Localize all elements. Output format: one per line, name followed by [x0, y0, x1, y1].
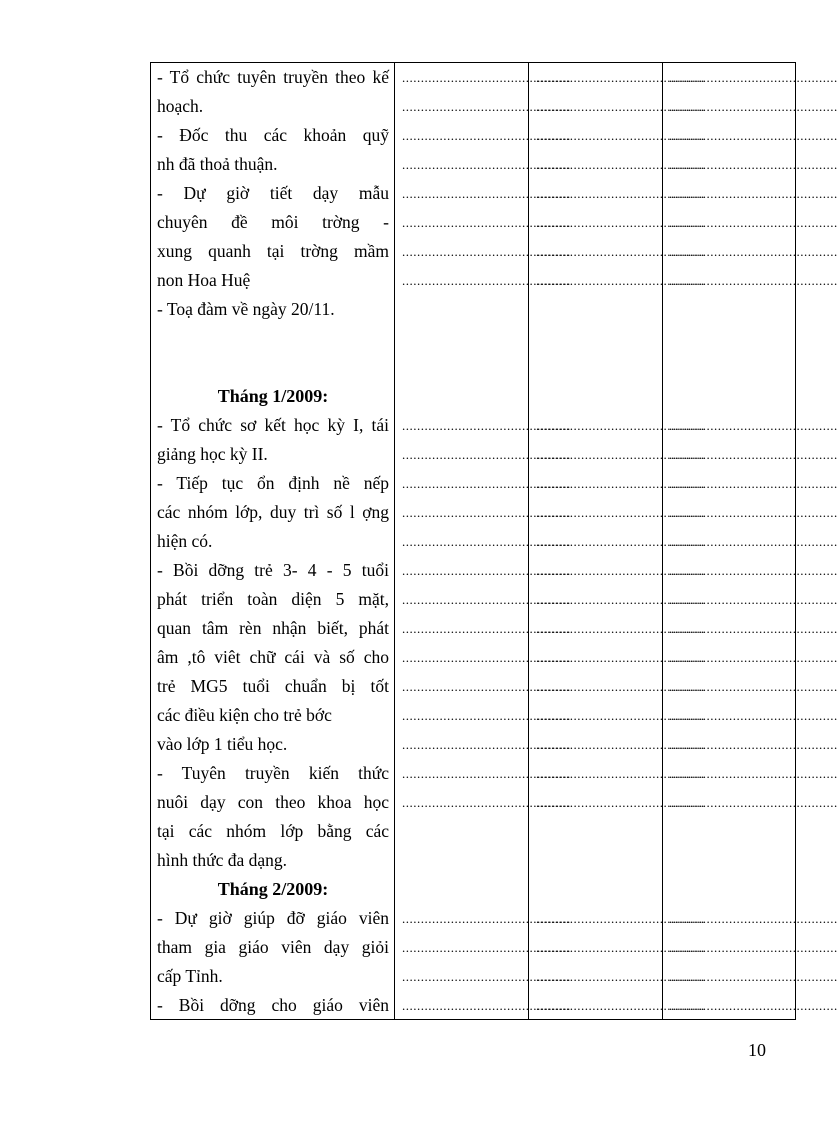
dot-leader-c2: ............................................. — [402, 969, 571, 984]
dot-leader-c2: ............................................. — [402, 998, 571, 1013]
dot-leader-c4: ............................................. — [669, 215, 838, 230]
dot-leader-c3: ............................................. — [536, 128, 705, 143]
dot-leader-c3: ............................................. — [536, 969, 705, 984]
dot-leader-c3: ............................................. — [536, 186, 705, 201]
activity-line: - Đốc thu các khoản quỹ — [157, 125, 389, 145]
dot-leader-c3: ............................................. — [536, 418, 705, 433]
activity-line: - Toạ đàm về ngày 20/11. — [157, 299, 335, 319]
dot-leader-c4: ............................................. — [669, 998, 838, 1013]
dot-leader-c4: ............................................. — [669, 737, 838, 752]
activity-line: quan tâm rèn nhận biết, phát — [157, 618, 389, 638]
activity-line: tham gia giáo viên dạy giỏi — [157, 937, 389, 957]
dot-leader-c2: ............................................. — [402, 476, 571, 491]
dot-leader-c2: ............................................. — [402, 708, 571, 723]
dot-leader-c2: ............................................. — [402, 766, 571, 781]
dot-leader-c4: ............................................. — [669, 128, 838, 143]
dot-leader-c4: ............................................. — [669, 563, 838, 578]
activity-line — [157, 353, 389, 382]
dot-leader-c3: ............................................. — [536, 157, 705, 172]
dot-leader-c3: ............................................. — [536, 476, 705, 491]
dot-leader-c3: ............................................. — [536, 998, 705, 1013]
dot-leader-c2: ............................................. — [402, 505, 571, 520]
activity-line: các điều kiện cho trẻ bớc — [157, 705, 332, 725]
activity-line — [157, 324, 389, 353]
activity-line: nuôi dạy con theo khoa học — [157, 792, 389, 812]
dot-leader-c2: ............................................. — [402, 244, 571, 259]
activity-line: - Tổ chức sơ kết học kỳ I, tái — [157, 415, 389, 435]
dot-leader-c3: ............................................. — [536, 534, 705, 549]
dot-leader-c2: ............................................. — [402, 621, 571, 636]
dot-leader-c2: ............................................. — [402, 128, 571, 143]
dot-leader-c2: ............................................. — [402, 157, 571, 172]
dot-leader-c3: ............................................. — [536, 737, 705, 752]
activity-line: các nhóm lớp, duy trì số l ợng — [157, 502, 389, 522]
dot-leader-c2: ............................................. — [402, 737, 571, 752]
dot-leader-c4: ............................................. — [669, 273, 838, 288]
dot-leader-c3: ............................................. — [536, 708, 705, 723]
activity-line: - Tuyên truyền kiến thức — [157, 763, 389, 783]
dot-leader-c2: ............................................. — [402, 99, 571, 114]
dot-leader-c4: ............................................. — [669, 505, 838, 520]
dot-leader-c3: ............................................. — [536, 70, 705, 85]
dot-leader-c2: ............................................. — [402, 679, 571, 694]
dot-leader-c3: ............................................. — [536, 650, 705, 665]
activity-line: cấp Tỉnh. — [157, 966, 223, 986]
activity-line: - Dự giờ tiết dạy mẫu — [157, 183, 389, 203]
dot-leader-c4: ............................................. — [669, 795, 838, 810]
dot-leader-c4: ............................................. — [669, 940, 838, 955]
dot-leader-c3: ............................................. — [536, 911, 705, 926]
dot-leader-c2: ............................................. — [402, 447, 571, 462]
dot-leader-c3: ............................................. — [536, 447, 705, 462]
activity-line: trẻ MG5 tuổi chuẩn bị tốt — [157, 676, 389, 696]
dot-leader-c3: ............................................. — [536, 940, 705, 955]
dot-leader-c4: ............................................. — [669, 99, 838, 114]
dot-leader-c3: ............................................. — [536, 99, 705, 114]
dot-leader-c2: ............................................. — [402, 215, 571, 230]
dot-leader-c2: ............................................. — [402, 592, 571, 607]
column-divider — [394, 63, 395, 1019]
dot-leader-c4: ............................................. — [669, 679, 838, 694]
dot-leader-c2: ............................................. — [402, 940, 571, 955]
dot-leader-c2: ............................................. — [402, 650, 571, 665]
month-heading: Tháng 1/2009: — [217, 386, 329, 406]
dot-leader-c4: ............................................. — [669, 534, 838, 549]
dot-leader-c4: ............................................. — [669, 708, 838, 723]
dot-leader-c4: ............................................. — [669, 157, 838, 172]
dot-leader-c3: ............................................. — [536, 795, 705, 810]
activity-line: - Bồi dỡng trẻ 3- 4 - 5 tuổi — [157, 560, 389, 580]
dot-leader-c3: ............................................. — [536, 244, 705, 259]
activity-line: hiện có. — [157, 531, 213, 551]
dot-leader-c3: ............................................. — [536, 563, 705, 578]
activity-line: tại các nhóm lớp bằng các — [157, 821, 389, 841]
activity-line: giảng học kỳ II. — [157, 444, 268, 464]
activity-line: - Dự giờ giúp đỡ giáo viên — [157, 908, 389, 928]
activity-line: phát triển toàn diện 5 mặt, — [157, 589, 389, 609]
activity-line: nh đã thoả thuận. — [157, 154, 278, 174]
dot-leader-c2: ............................................. — [402, 911, 571, 926]
dot-leader-c2: ............................................. — [402, 418, 571, 433]
dot-leader-c4: ............................................. — [669, 911, 838, 926]
activity-line: hình thức đa dạng. — [157, 850, 288, 870]
page-number: 10 — [748, 1040, 766, 1060]
dot-leader-c3: ............................................. — [536, 766, 705, 781]
activity-line: - Bồi dỡng cho giáo viên — [157, 995, 389, 1015]
dot-leader-c3: ............................................. — [536, 505, 705, 520]
dot-leader-c4: ............................................. — [669, 418, 838, 433]
dot-leader-c4: ............................................. — [669, 476, 838, 491]
dot-leader-c2: ............................................. — [402, 795, 571, 810]
dot-leader-c2: ............................................. — [402, 534, 571, 549]
dot-leader-c3: ............................................. — [536, 679, 705, 694]
dot-leader-c2: ............................................. — [402, 186, 571, 201]
dot-leader-c2: ............................................. — [402, 273, 571, 288]
dot-leader-c4: ............................................. — [669, 186, 838, 201]
activity-line: vào lớp 1 tiểu học. — [157, 734, 288, 754]
activity-line: hoạch. — [157, 96, 204, 116]
dot-leader-c2: ............................................. — [402, 563, 571, 578]
dot-leader-c3: ............................................. — [536, 273, 705, 288]
dot-leader-c4: ............................................. — [669, 766, 838, 781]
activity-line: - Tiếp tục ổn định nề nếp — [157, 473, 389, 493]
dot-leader-c4: ............................................. — [669, 447, 838, 462]
activity-line: âm ,tô viêt chữ cái và số cho — [157, 647, 389, 667]
activity-line: chuyên đề môi trờng - — [157, 212, 389, 232]
activity-line: xung quanh tại trờng mầm — [157, 241, 389, 261]
dot-leader-c3: ............................................. — [536, 621, 705, 636]
plan-table — [150, 62, 838, 1020]
dot-leader-c3: ............................................. — [536, 215, 705, 230]
dot-leader-c2: ............................................. — [402, 70, 571, 85]
month-heading: Tháng 2/2009: — [217, 879, 329, 899]
activity-line: non Hoa Huệ — [157, 270, 251, 290]
dot-leader-c4: ............................................. — [669, 70, 838, 85]
dot-leader-c4: ............................................. — [669, 621, 838, 636]
dot-leader-c4: ............................................. — [669, 650, 838, 665]
activity-line: - Tổ chức tuyên truyền theo kế — [157, 67, 389, 87]
dot-leader-c4: ............................................. — [669, 244, 838, 259]
dot-leader-c4: ............................................. — [669, 969, 838, 984]
dot-leader-c4: ............................................. — [669, 592, 838, 607]
dot-leader-c3: ............................................. — [536, 592, 705, 607]
